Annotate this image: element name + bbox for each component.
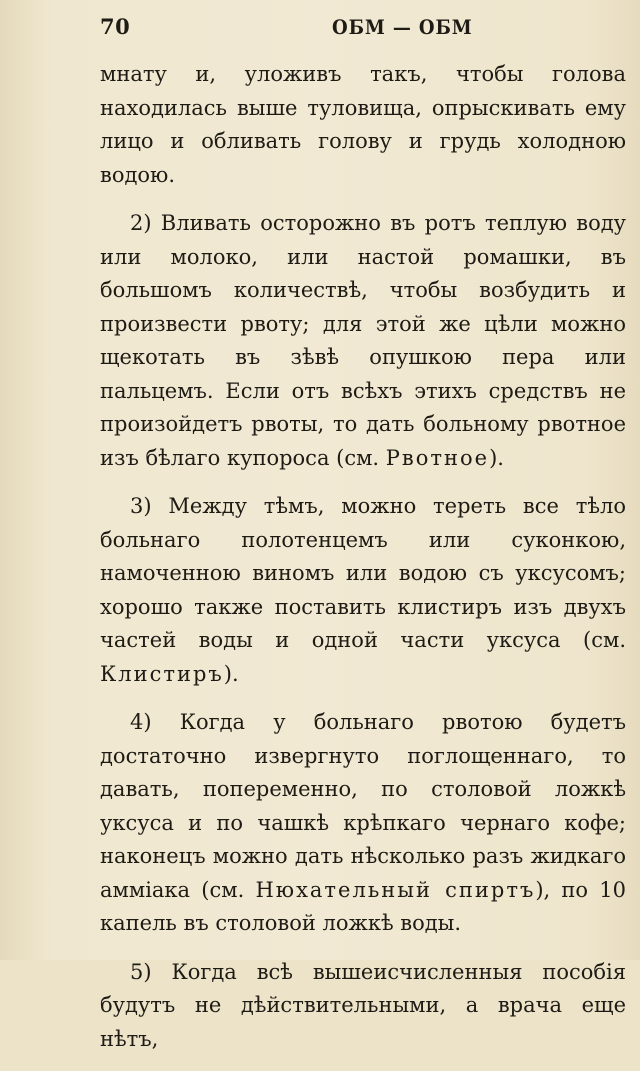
paragraph-tail: ).: [489, 445, 504, 470]
paragraph-text: 5) Когда всѣ вышеисчисленныя пособія будутъ не дѣйствительными, а врача еще нѣтъ,: [100, 959, 626, 1051]
paragraph-tail: ).: [223, 661, 239, 686]
paragraph-text: 2) Вливать осторожно въ ротъ теплую воду или молоко, или настой ромашки, въ большомъ количествѣ, чтобы возбудить и произвести рвоту; для этой же цѣли можно щекотать въ зѣвѣ опушкою пера или пальцемъ. Если отъ всѣхъ этихъ средствъ не произойдетъ рвоты, то дать больному рвотное изъ бѣлаго купороса (см.: [100, 211, 626, 470]
cross-reference: Клистиръ: [100, 661, 224, 686]
paragraph-text: мнату и, уложивъ такъ, чтобы голова находилась выше туловища, опрыскивать ему лицо и обливать голову и грудь холодною водою.: [100, 62, 626, 187]
page-number: 70: [100, 14, 131, 39]
running-title: ОБМ — ОБМ: [332, 15, 473, 39]
cross-reference: Рвотное: [385, 445, 490, 470]
paragraph-text: 3) Между тѣмъ, можно тереть все тѣло больнаго полотенцемъ или суконкою, намоченною виномъ или водою съ уксусомъ; хорошо также поставить клистиръ изъ двухъ частей воды и одной части уксуса (см.: [100, 494, 626, 652]
paragraph-3: [100, 490, 626, 691]
paragraph-continuation: [100, 58, 626, 192]
page-header: [100, 14, 626, 44]
cross-reference: Нюхательный спиртъ: [255, 877, 536, 902]
paragraph-text: 4) Когда у больнаго рвотою будетъ достаточно извергнуто поглощеннаго, то давать, попеременно, по столовой ложкѣ уксуса и по чашкѣ крѣпкаго чернаго кофе; наконецъ можно дать нѣсколько разъ жидкаго амміака (см.: [100, 710, 626, 902]
paragraph-5: [100, 956, 626, 1057]
paragraph-4: [100, 706, 626, 941]
page-body: [100, 58, 626, 1071]
paragraph-tail: ), по 10 капель въ столовой ложкѣ воды.: [100, 877, 626, 935]
paragraph-2: [100, 207, 626, 475]
